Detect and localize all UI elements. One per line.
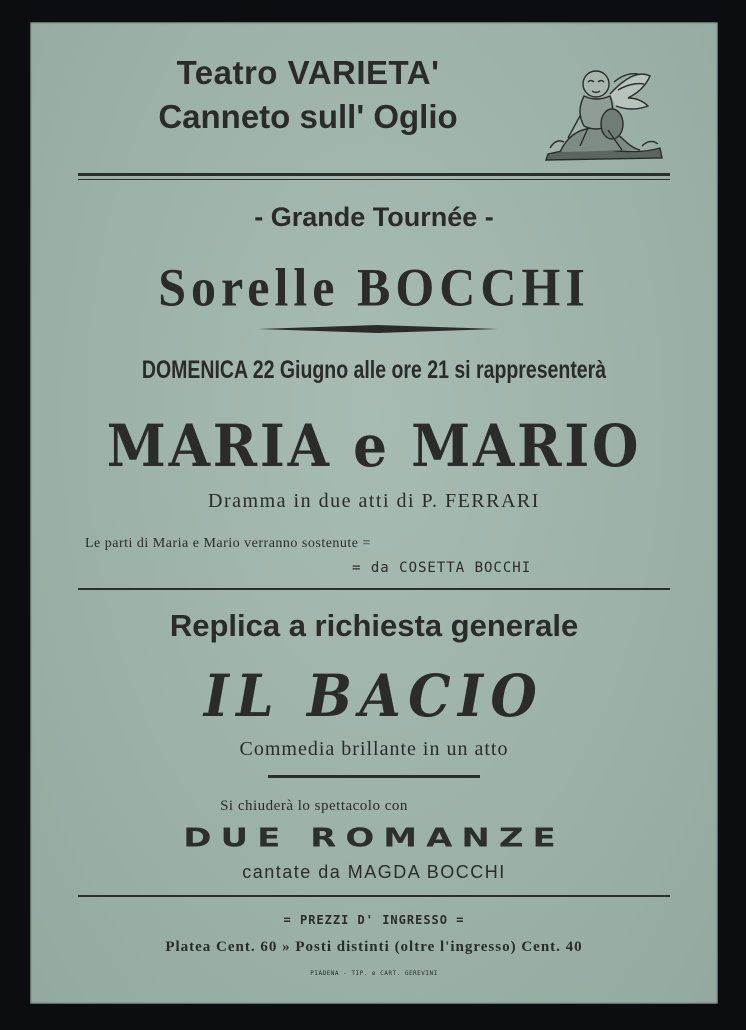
- printer-credit: PIADENA - TIP. e CART. GEREVINI: [310, 970, 438, 977]
- encore-description: Commedia brillante in un atto: [239, 738, 509, 760]
- divider-rule: [78, 179, 670, 180]
- cherub-icon: [540, 54, 666, 162]
- divider-rule: [78, 588, 670, 590]
- theatre-name: Teatro VARIETA': [176, 54, 440, 91]
- company-name: Sorelle BOCCHI: [158, 256, 590, 318]
- prices-heading: = PREZZI D' INGRESSO =: [283, 913, 465, 927]
- prices-line: Platea Cent. 60 » Posti distinti (oltre l'ingresso) Cent. 40: [165, 939, 583, 955]
- tour-subtitle: - Grande Tournée -: [254, 202, 494, 232]
- divider-rule: [78, 895, 670, 897]
- divider-rule: [268, 775, 480, 778]
- closing-title: DUE ROMANZE: [183, 823, 565, 853]
- play-title: MARIA e MARIO: [106, 412, 642, 480]
- town-name: Canneto sull' Oglio: [158, 98, 458, 135]
- encore-heading: Replica a richiesta generale: [169, 608, 579, 643]
- cast-line-2: = da COSETTA BOCCHI: [352, 560, 532, 576]
- performance-date: DOMENICA 22 Giugno alle ore 21 si rappresenterà: [141, 356, 607, 384]
- closing-intro: Si chiuderà lo spettacolo con: [220, 798, 408, 814]
- play-description: Dramma in due atti di P. FERRARI: [208, 490, 540, 512]
- divider-rule: [78, 173, 670, 176]
- flourish-divider: [258, 323, 498, 335]
- poster-sheet: [30, 22, 718, 1004]
- header-block: [88, 54, 528, 136]
- closing-performer: cantate da MAGDA BOCCHI: [242, 862, 506, 882]
- encore-title: IL BACIO: [203, 662, 545, 730]
- cast-line-1: Le parti di Maria e Mario verranno sostenute =: [85, 536, 371, 551]
